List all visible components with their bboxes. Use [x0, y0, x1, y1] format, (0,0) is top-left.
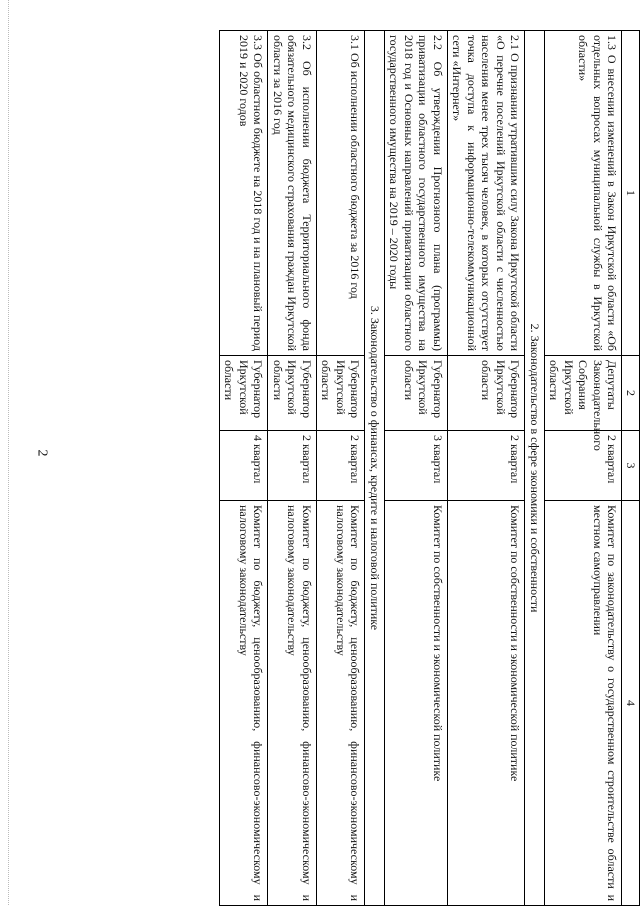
item-title-cell: 2.1 О признании утратившим силу Закона Иркутской области «О перечне поселений Иркутской области с численностью населения менее трех тысяч человек, в которых отсутствует точка доступа к информационно-телекоммуникационной сети «Интернет» — [448, 31, 526, 356]
initiator-cell: Депутаты Законодательного Собрания Иркутской области — [545, 356, 623, 431]
deadline-cell: 2 квартал — [317, 431, 366, 501]
table-row — [268, 31, 317, 906]
table-row — [448, 31, 526, 906]
initiator-cell: Губернатор Иркутской области — [448, 356, 526, 431]
deadline-cell: 2 квартал — [448, 431, 526, 501]
committee-cell: Комитет по бюджету, ценообразованию, финансово-экономическому и налоговому законодательству — [220, 501, 269, 906]
initiator-cell: Губернатор Иркутской области — [317, 356, 366, 431]
header-col-4: 4 — [622, 501, 640, 906]
deadline-cell: 2 квартал — [268, 431, 317, 501]
table-row — [220, 31, 269, 906]
committee-cell: Комитет по бюджету, ценообразованию, финансово-экономическому и налоговому законодательству — [317, 501, 366, 906]
legislation-plan-table — [219, 30, 640, 906]
deadline-cell: 4 квартал — [220, 431, 269, 501]
committee-cell: Комитет по бюджету, ценообразованию, финансово-экономическому и налоговому законодательству — [268, 501, 317, 906]
item-title-cell: 3.1 Об исполнении областного бюджета за 2016 год — [317, 31, 366, 356]
committee-cell: Комитет по законодательству о государственном строительстве области и местном самоуправлении — [545, 501, 623, 906]
rotated-table-area — [75, 30, 640, 905]
item-title-cell: 1.3 О внесении изменений в Закон Иркутской области «Об отдельных вопросах муниципальной службы в Иркутской области» — [545, 31, 623, 356]
deadline-cell: 3 квартал — [385, 431, 448, 501]
item-title-cell: 3.2 Об исполнении бюджета Территориального фонда обязательного медицинского страхования граждан Иркутской области за 2016 год — [268, 31, 317, 356]
committee-cell: Комитет по собственности и экономической политике — [385, 501, 448, 906]
table-row — [545, 31, 623, 906]
item-title-cell: 2.2 Об утверждении Прогнозного плана (программы) приватизации областного государственного имущества на 2018 год и Основных направлений приватизации областного государственного имущества на 2019 – 2020 годы — [385, 31, 448, 356]
item-title-cell: 3.3 Об областном бюджете на 2018 год и на плановый период 2019 и 2020 годов — [220, 31, 269, 356]
header-col-1: 1 — [622, 31, 640, 356]
committee-cell: Комитет по собственности и экономической политике — [448, 501, 526, 906]
scan-gutter-line — [8, 0, 10, 905]
table-row — [317, 31, 366, 906]
table-row — [385, 31, 448, 906]
header-col-2: 2 — [622, 356, 640, 431]
page-number: 2 — [34, 449, 50, 457]
initiator-cell: Губернатор Иркутской области — [385, 356, 448, 431]
deadline-cell: 2 квартал — [545, 431, 623, 501]
initiator-cell: Губернатор Иркутской области — [220, 356, 269, 431]
header-col-3: 3 — [622, 431, 640, 501]
section-heading-row — [525, 31, 545, 906]
initiator-cell: Губернатор Иркутской области — [268, 356, 317, 431]
section-heading: 2. Законодательство в сфере экономики и собственности — [525, 31, 545, 906]
table-header-row — [622, 31, 640, 906]
section-heading: 3. Законодательство о финансах, кредите и налоговой политике — [365, 31, 385, 906]
section-heading-row — [365, 31, 385, 906]
